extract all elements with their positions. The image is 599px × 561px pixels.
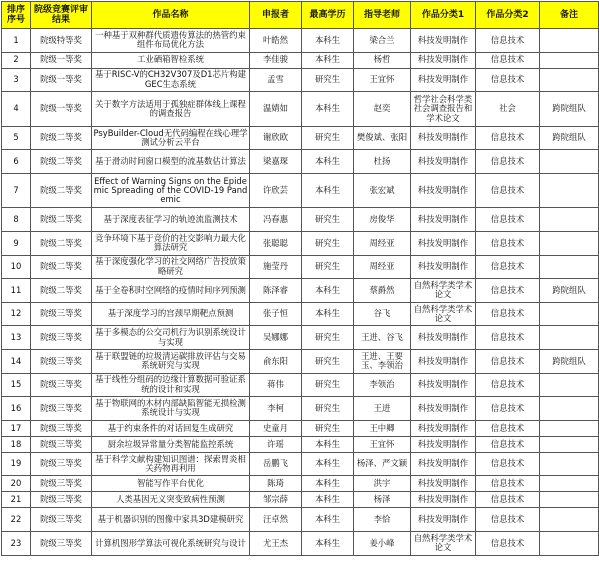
col-header-advisor: 指导老师 <box>354 2 411 29</box>
cell-note <box>540 255 599 279</box>
cell-advisor: 李领治 <box>354 373 411 397</box>
cell-category-1: 科技发明制作 <box>411 52 476 68</box>
cell-category-2: 信息技术 <box>476 436 540 452</box>
cell-review-result: 院级二等奖 <box>31 208 92 232</box>
table-row <box>2 150 599 174</box>
cell-category-1: 科技发明制作 <box>411 326 476 350</box>
cell-work-title: 基于物联网的木材内部缺陷智能无损检测系统设计与实现 <box>92 397 250 421</box>
cell-advisor: 杨泽、严文颖 <box>354 452 411 476</box>
cell-category-1: 科技发明制作 <box>411 255 476 279</box>
cell-order-no: 15 <box>2 373 31 397</box>
cell-applicant: 陈琦 <box>250 476 302 492</box>
table-row <box>2 92 599 127</box>
cell-category-1: 科技发明制作 <box>411 150 476 174</box>
cell-category-1: 科技发明制作 <box>411 373 476 397</box>
cell-category-2: 信息技术 <box>476 452 540 476</box>
table-row <box>2 279 599 303</box>
cell-category-1: 科技发明制作 <box>411 436 476 452</box>
table-row <box>2 231 599 255</box>
cell-degree: 本科生 <box>302 492 354 508</box>
cell-order-no: 11 <box>2 279 31 303</box>
cell-category-1: 科技发明制作 <box>411 173 476 208</box>
cell-advisor: 王宜怀 <box>354 436 411 452</box>
table-row <box>2 492 599 508</box>
cell-order-no: 17 <box>2 420 31 436</box>
cell-work-title: 基于RISC-V的CH32V307及D1芯片构建GEC生态系统 <box>92 68 250 92</box>
cell-work-title: 基于深度表征学习的轨迹流监测技术 <box>92 208 250 232</box>
cell-advisor: 梁合兰 <box>354 29 411 53</box>
cell-advisor: 洪宇 <box>354 476 411 492</box>
cell-advisor: 谷飞 <box>354 302 411 326</box>
cell-review-result: 院级特等奖 <box>31 29 92 53</box>
cell-category-1: 科技发明制作 <box>411 476 476 492</box>
cell-degree: 本科生 <box>302 279 354 303</box>
table-row <box>2 397 599 421</box>
cell-advisor: 杨泽 <box>354 492 411 508</box>
cell-applicant: 许瑶 <box>250 436 302 452</box>
cell-order-no: 6 <box>2 150 31 174</box>
cell-category-2: 信息技术 <box>476 302 540 326</box>
cell-order-no: 18 <box>2 436 31 452</box>
cell-order-no: 14 <box>2 349 31 373</box>
cell-note <box>540 436 599 452</box>
col-header-degree: 最高学历 <box>302 2 354 29</box>
cell-order-no: 1 <box>2 29 31 53</box>
cell-category-2: 信息技术 <box>476 508 540 532</box>
header-row <box>2 2 599 29</box>
cell-category-1: 科技发明制作 <box>411 208 476 232</box>
cell-note <box>540 508 599 532</box>
table-row <box>2 436 599 452</box>
cell-work-title: 人类基因无义突变致病性预测 <box>92 492 250 508</box>
cell-order-no: 4 <box>2 92 31 127</box>
cell-work-title: 基于全卷积时空网络的疫情时间序列预测 <box>92 279 250 303</box>
cell-advisor: 周经亚 <box>354 231 411 255</box>
table-row <box>2 508 599 532</box>
cell-category-1: 科技发明制作 <box>411 349 476 373</box>
cell-applicant: 孟雪 <box>250 68 302 92</box>
cell-applicant: 史童月 <box>250 420 302 436</box>
table-row <box>2 68 599 92</box>
cell-category-2: 信息技术 <box>476 255 540 279</box>
cell-review-result: 院级三等奖 <box>31 373 92 397</box>
cell-advisor: 樊俊斌、张阳 <box>354 126 411 150</box>
cell-review-result: 院级三等奖 <box>31 476 92 492</box>
cell-advisor: 王宜怀 <box>354 68 411 92</box>
cell-note: 跨院组队 <box>540 126 599 150</box>
cell-applicant: 梁嘉琛 <box>250 150 302 174</box>
cell-note <box>540 52 599 68</box>
cell-work-title: 关于数字方法适用于孤独症群体线上课程的调查报告 <box>92 92 250 127</box>
cell-category-2: 信息技术 <box>476 68 540 92</box>
cell-review-result: 院级三等奖 <box>31 349 92 373</box>
cell-applicant: 俞东阳 <box>250 349 302 373</box>
cell-degree: 研究生 <box>302 373 354 397</box>
cell-degree: 本科生 <box>302 302 354 326</box>
cell-category-1: 自然科学类学术论文 <box>411 302 476 326</box>
cell-applicant: 陈泽睿 <box>250 279 302 303</box>
cell-work-title: 基于线性分组码的边缘计算数据可验证系统的设计和实现 <box>92 373 250 397</box>
cell-review-result: 院级二等奖 <box>31 173 92 208</box>
cell-category-2: 信息技术 <box>476 397 540 421</box>
cell-category-1: 科技发明制作 <box>411 231 476 255</box>
cell-order-no: 9 <box>2 231 31 255</box>
cell-advisor: 王中卿 <box>354 420 411 436</box>
cell-review-result: 院级一等奖 <box>31 52 92 68</box>
cell-applicant: 李柯 <box>250 397 302 421</box>
cell-order-no: 21 <box>2 492 31 508</box>
cell-degree: 本科生 <box>302 52 354 68</box>
cell-degree: 本科生 <box>302 508 354 532</box>
cell-work-title: Effect of Warning Signs on the Epidemic Spreading of the COVID-19 Pandemic <box>92 173 250 208</box>
cell-review-result: 院级三等奖 <box>31 436 92 452</box>
cell-review-result: 院级一等奖 <box>31 92 92 127</box>
cell-review-result: 院级三等奖 <box>31 326 92 350</box>
cell-applicant: 谢欣欧 <box>250 126 302 150</box>
cell-review-result: 院级三等奖 <box>31 397 92 421</box>
cell-category-1: 科技发明制作 <box>411 68 476 92</box>
cell-advisor: 王进 <box>354 397 411 421</box>
cell-applicant: 邹宗薛 <box>250 492 302 508</box>
cell-category-2: 信息技术 <box>476 52 540 68</box>
cell-degree: 研究生 <box>302 208 354 232</box>
cell-category-1: 科技发明制作 <box>411 508 476 532</box>
cell-note <box>540 476 599 492</box>
col-header-review-result: 院级竞赛评审结果 <box>31 2 92 29</box>
cell-category-2: 信息技术 <box>476 279 540 303</box>
cell-advisor: 李恰 <box>354 508 411 532</box>
table-row <box>2 208 599 232</box>
cell-degree: 本科生 <box>302 436 354 452</box>
awards-table <box>1 1 599 556</box>
cell-advisor: 张宏斌 <box>354 173 411 208</box>
cell-category-1: 自然科学类学术论文 <box>411 279 476 303</box>
cell-work-title: 基于机器识别的图像中家具3D建模研究 <box>92 508 250 532</box>
cell-review-result: 院级三等奖 <box>31 452 92 476</box>
cell-work-title: 基于深度强化学习的社交网络广告投放策略研究 <box>92 255 250 279</box>
cell-degree: 研究生 <box>302 397 354 421</box>
cell-order-no: 20 <box>2 476 31 492</box>
cell-degree: 本科生 <box>302 92 354 127</box>
cell-applicant: 汪卓然 <box>250 508 302 532</box>
cell-degree: 研究生 <box>302 68 354 92</box>
cell-work-title: 基于科学文献构建知识图谱：探索胃炎相关药物再利用 <box>92 452 250 476</box>
cell-review-result: 院级三等奖 <box>31 302 92 326</box>
cell-category-2: 信息技术 <box>476 231 540 255</box>
cell-category-2: 信息技术 <box>476 420 540 436</box>
cell-applicant: 张子恒 <box>250 302 302 326</box>
table-row <box>2 173 599 208</box>
cell-note <box>540 173 599 208</box>
cell-work-title: 基于约束条件的对话回复生成研究 <box>92 420 250 436</box>
cell-work-title: 厨余垃圾异常量分类智能监控系统 <box>92 436 250 452</box>
col-header-order-no: 排序序号 <box>2 2 31 29</box>
cell-category-2: 信息技术 <box>476 150 540 174</box>
cell-review-result: 院级二等奖 <box>31 150 92 174</box>
cell-note <box>540 208 599 232</box>
table-row <box>2 52 599 68</box>
cell-order-no: 22 <box>2 508 31 532</box>
cell-note <box>540 302 599 326</box>
cell-work-title: 基于多模态的公交司机行为识别系统设计与实现 <box>92 326 250 350</box>
cell-order-no: 19 <box>2 452 31 476</box>
cell-applicant: 蒋伟 <box>250 373 302 397</box>
cell-applicant: 施莹丹 <box>250 255 302 279</box>
cell-applicant: 岳鹏飞 <box>250 452 302 476</box>
cell-review-result: 院级三等奖 <box>31 492 92 508</box>
cell-applicant: 吴娜娜 <box>250 326 302 350</box>
cell-work-title: 一种基于双种群代质遗传算法的热管约束组件布局优化方法 <box>92 29 250 53</box>
cell-applicant: 尤王杰 <box>250 531 302 555</box>
cell-note <box>540 29 599 53</box>
cell-category-2: 信息技术 <box>476 29 540 53</box>
cell-order-no: 12 <box>2 302 31 326</box>
cell-order-no: 23 <box>2 531 31 555</box>
cell-category-1: 自然科学类学术论文 <box>411 531 476 555</box>
cell-degree: 本科生 <box>302 150 354 174</box>
cell-category-2: 信息技术 <box>476 531 540 555</box>
table-row <box>2 29 599 53</box>
cell-order-no: 3 <box>2 68 31 92</box>
cell-order-no: 2 <box>2 52 31 68</box>
cell-category-1: 哲学社会科学类社会调查报告和学术论文 <box>411 92 476 127</box>
cell-order-no: 13 <box>2 326 31 350</box>
cell-advisor: 王进、王要玉、李领治 <box>354 349 411 373</box>
cell-category-1: 科技发明制作 <box>411 29 476 53</box>
cell-degree: 研究生 <box>302 420 354 436</box>
table-row <box>2 302 599 326</box>
cell-applicant: 冯春惠 <box>250 208 302 232</box>
table-row <box>2 255 599 279</box>
cell-category-2: 信息技术 <box>476 373 540 397</box>
cell-advisor: 赵奕 <box>354 92 411 127</box>
cell-review-result: 院级二等奖 <box>31 255 92 279</box>
cell-order-no: 10 <box>2 255 31 279</box>
cell-review-result: 院级三等奖 <box>31 508 92 532</box>
cell-degree: 本科生 <box>302 452 354 476</box>
cell-note <box>540 397 599 421</box>
cell-note <box>540 452 599 476</box>
cell-work-title: 智能写作平台优化 <box>92 476 250 492</box>
cell-advisor: 蔡爵然 <box>354 279 411 303</box>
cell-category-1: 科技发明制作 <box>411 420 476 436</box>
cell-work-title: 计算机图形学算法可视化系统研究与设计 <box>92 531 250 555</box>
cell-review-result: 院级二等奖 <box>31 231 92 255</box>
cell-note: 跨院组队 <box>540 279 599 303</box>
cell-note <box>540 373 599 397</box>
cell-order-no: 5 <box>2 126 31 150</box>
cell-category-2: 信息技术 <box>476 126 540 150</box>
col-header-category-2: 作品分类2 <box>476 2 540 29</box>
cell-review-result: 院级二等奖 <box>31 279 92 303</box>
cell-category-2: 信息技术 <box>476 173 540 208</box>
cell-advisor: 周经亚 <box>354 255 411 279</box>
cell-degree: 本科生 <box>302 29 354 53</box>
cell-degree: 本科生 <box>302 173 354 208</box>
col-header-category-1: 作品分类1 <box>411 2 476 29</box>
cell-applicant: 叶皓然 <box>250 29 302 53</box>
cell-note <box>540 326 599 350</box>
cell-category-2: 信息技术 <box>476 476 540 492</box>
cell-order-no: 8 <box>2 208 31 232</box>
cell-category-1: 科技发明制作 <box>411 452 476 476</box>
cell-category-2: 信息技术 <box>476 492 540 508</box>
cell-advisor: 房俊华 <box>354 208 411 232</box>
cell-advisor: 王进、谷飞 <box>354 326 411 350</box>
cell-category-1: 科技发明制作 <box>411 397 476 421</box>
cell-applicant: 张聪聪 <box>250 231 302 255</box>
cell-category-1: 科技发明制作 <box>411 126 476 150</box>
cell-note <box>540 68 599 92</box>
cell-advisor: 姜小峰 <box>354 531 411 555</box>
cell-review-result: 院级三等奖 <box>31 531 92 555</box>
cell-note <box>540 231 599 255</box>
cell-degree: 本科生 <box>302 476 354 492</box>
cell-note <box>540 150 599 174</box>
cell-degree: 研究生 <box>302 231 354 255</box>
cell-review-result: 院级二等奖 <box>31 126 92 150</box>
cell-note: 跨院组队 <box>540 92 599 127</box>
cell-category-2: 信息技术 <box>476 208 540 232</box>
col-header-work-title: 作品名称 <box>92 2 250 29</box>
table-row <box>2 349 599 373</box>
cell-advisor: 杨哲 <box>354 52 411 68</box>
cell-note: 跨院组队 <box>540 349 599 373</box>
cell-order-no: 7 <box>2 173 31 208</box>
col-header-note: 备注 <box>540 2 599 29</box>
cell-degree: 本科生 <box>302 531 354 555</box>
cell-category-2: 信息技术 <box>476 349 540 373</box>
cell-degree: 研究生 <box>302 126 354 150</box>
cell-review-result: 院级三等奖 <box>31 420 92 436</box>
table-row <box>2 476 599 492</box>
cell-order-no: 16 <box>2 397 31 421</box>
cell-applicant: 李佳骏 <box>250 52 302 68</box>
col-header-applicant: 申报者 <box>250 2 302 29</box>
table-row <box>2 326 599 350</box>
cell-note <box>540 420 599 436</box>
cell-work-title: 工业硒箱智检系统 <box>92 52 250 68</box>
cell-category-2: 社会 <box>476 92 540 127</box>
cell-degree: 研究生 <box>302 326 354 350</box>
cell-applicant: 许欣芸 <box>250 173 302 208</box>
cell-work-title: 基于联盟链的垃圾清运碳排放评估与交易系统研究与实现 <box>92 349 250 373</box>
cell-work-title: 基于深度学习的宫颈早期靶点预测 <box>92 302 250 326</box>
cell-review-result: 院级一等奖 <box>31 68 92 92</box>
table-row <box>2 531 599 555</box>
cell-note <box>540 531 599 555</box>
cell-category-1: 科技发明制作 <box>411 492 476 508</box>
cell-note <box>540 492 599 508</box>
table-row <box>2 126 599 150</box>
table-row <box>2 452 599 476</box>
cell-advisor: 杜扬 <box>354 150 411 174</box>
table-row <box>2 373 599 397</box>
cell-degree: 研究生 <box>302 349 354 373</box>
cell-work-title: PsyBuilder-Cloud无代码编程在线心理学测试分析云平台 <box>92 126 250 150</box>
cell-category-2: 信息技术 <box>476 326 540 350</box>
cell-applicant: 温婧如 <box>250 92 302 127</box>
cell-work-title: 基于滑动时间窗口模型的流基数估计算法 <box>92 150 250 174</box>
cell-work-title: 竞争环境下基于竞价的社交影响力最大化算法研究 <box>92 231 250 255</box>
table-row <box>2 420 599 436</box>
cell-degree: 研究生 <box>302 255 354 279</box>
